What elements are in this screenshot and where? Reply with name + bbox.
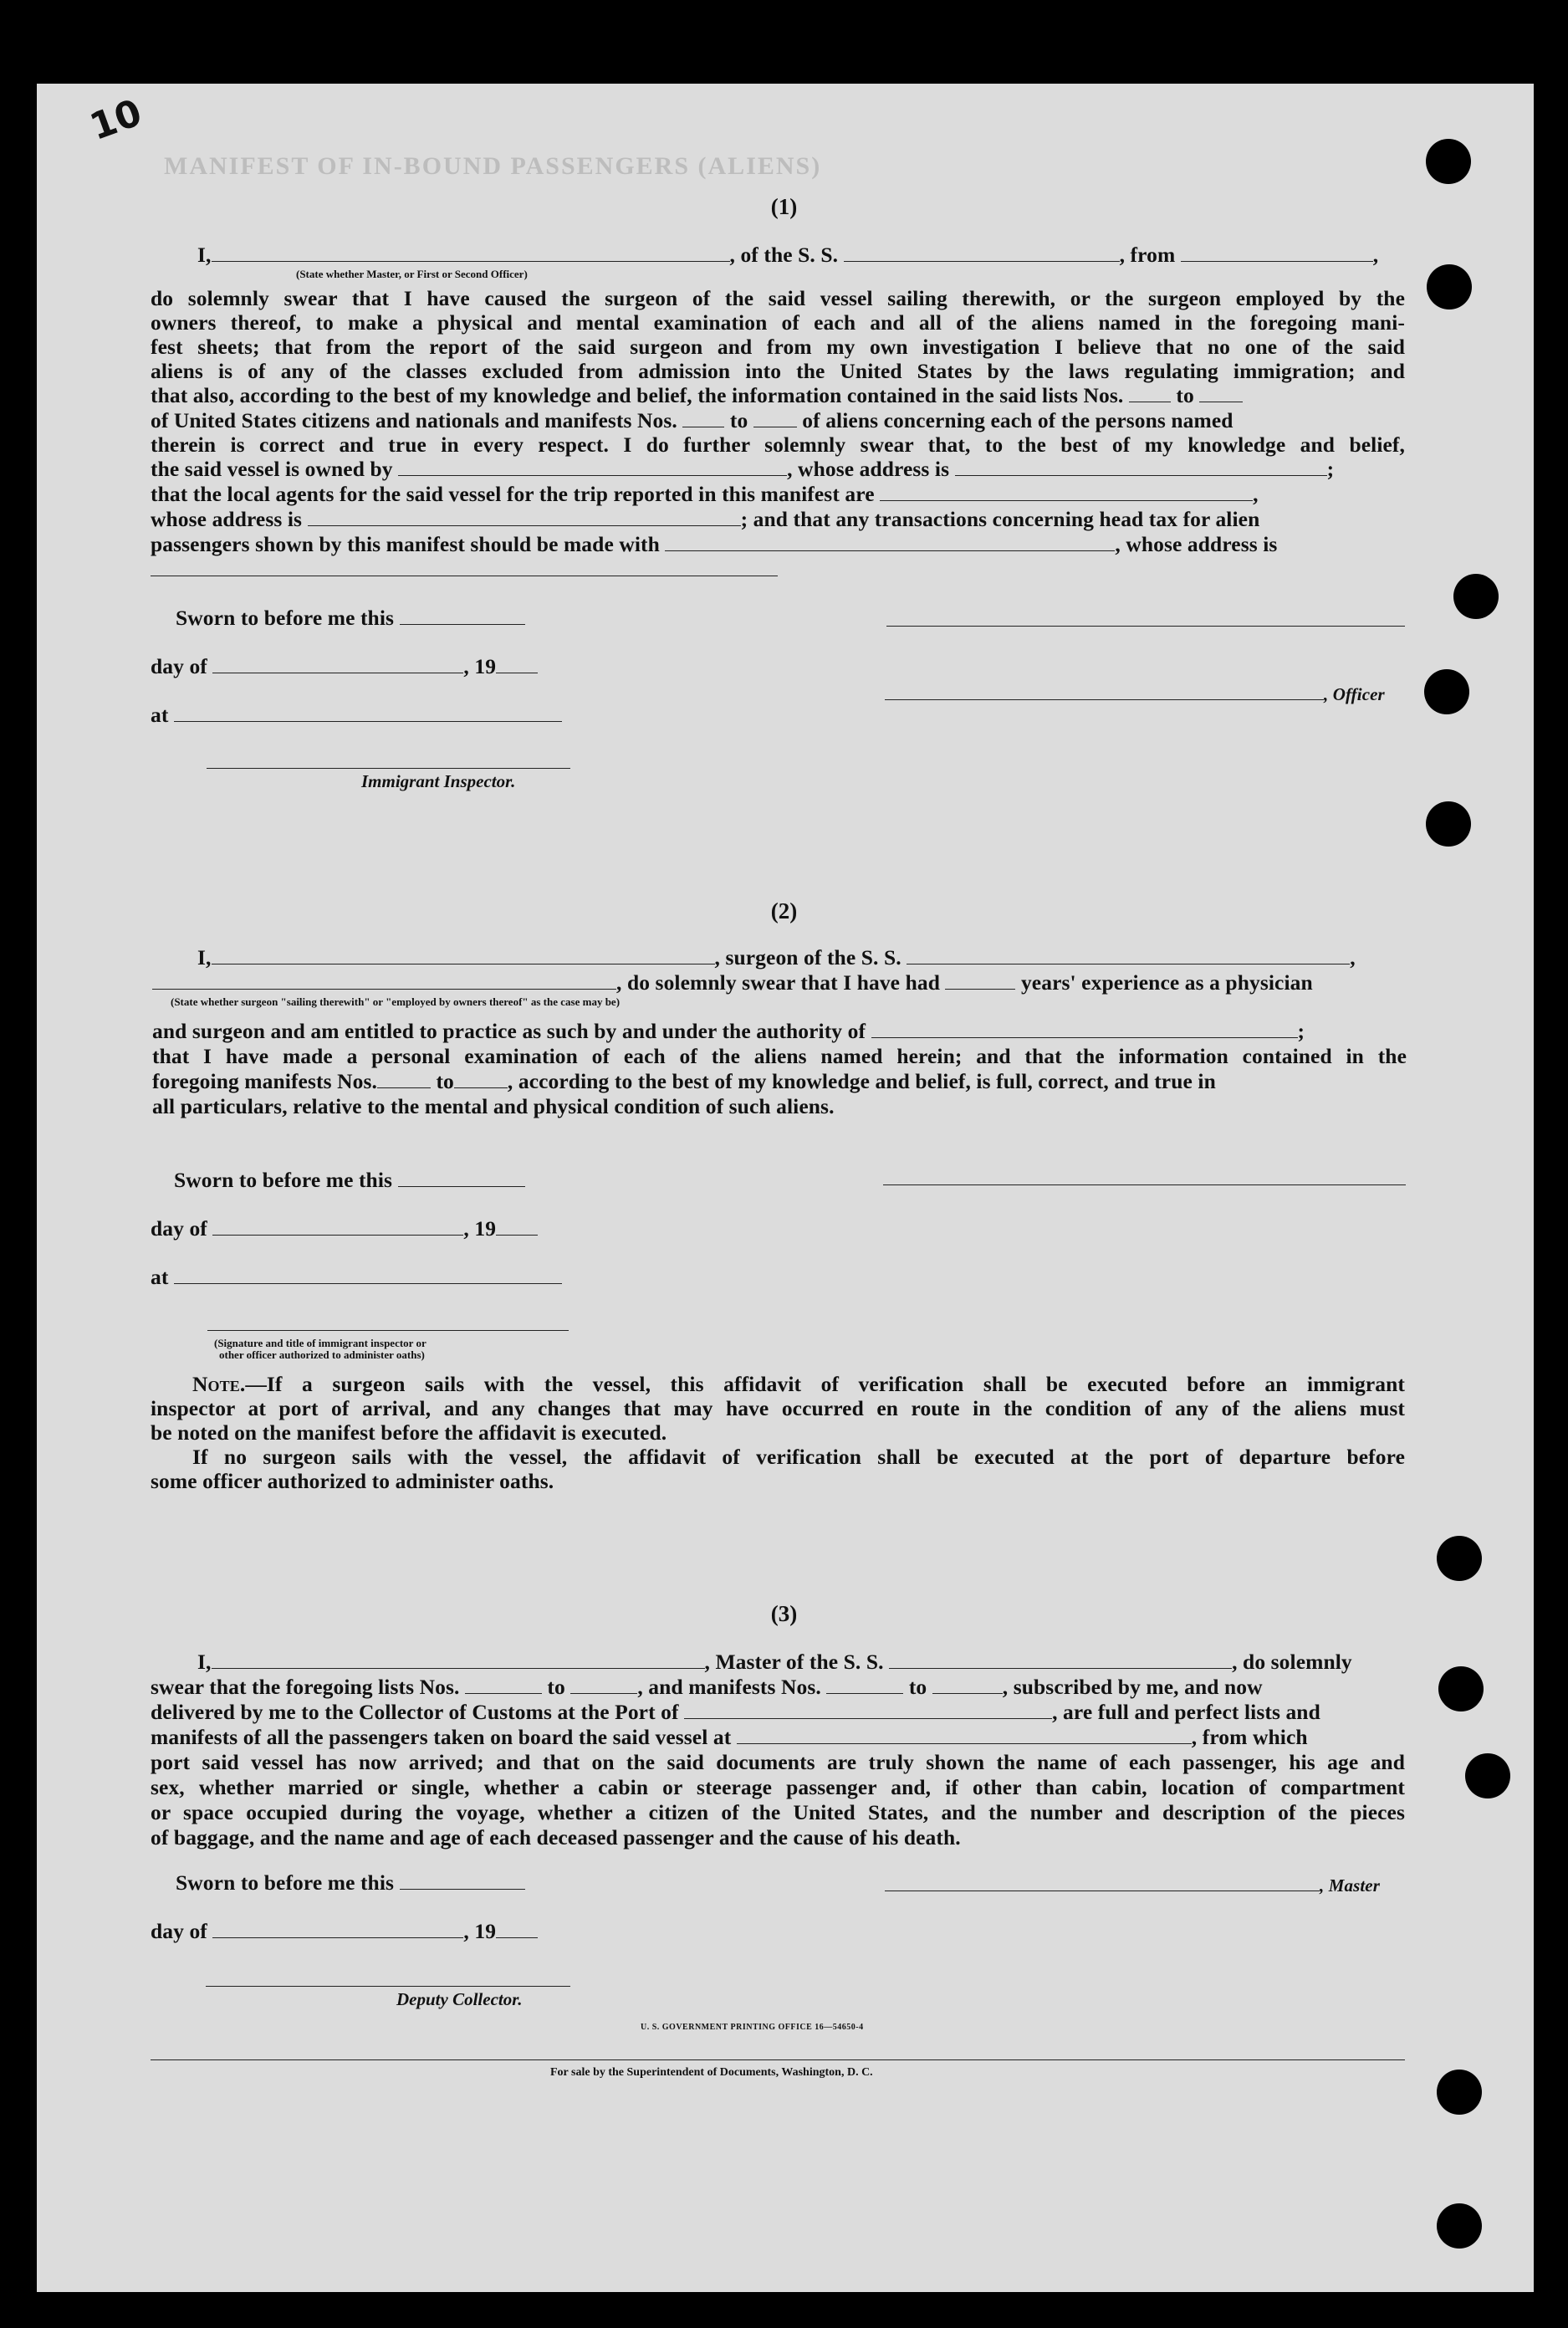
s2-sworn: Sworn to before me this [174,1168,525,1193]
s1-para-4: aliens is of any of the classes excluded from admission into the United States by the laws regulating immigration; and [151,359,1405,383]
section-1-title: (1) [770,194,798,219]
s1-line-passengers: passengers shown by this manifest should be made with , whose address is [151,532,1278,556]
s1-officer: , Officer [885,681,1385,706]
s3-line-4: manifests of all the passengers taken on board the said vessel at , from which [151,1725,1308,1749]
footer-text: For sale by the Superintendent of Documents, Washington, D. C. [550,2066,873,2079]
s1-inspector-line [207,768,570,769]
s1-line-correct: therein is correct and true in every respect. I do further solemnly swear that, to the best of my knowledge and belief, [151,432,1405,457]
s3-master: , Master [885,1872,1380,1897]
punch-hole [1437,2203,1482,2249]
s3-para-last: of baggage, and the name and age of each deceased passenger and the cause of his death. [151,1825,961,1850]
s1-line-citizens: of United States citizens and nationals and manifests Nos. to of aliens concerning each of the persons named [151,408,1233,432]
s3-collector-label: Deputy Collector. [396,1989,523,2009]
s2-note-4: If no surgeon sails with the vessel, the affidavit of verification shall be executed at the port of departure before [192,1445,1405,1469]
s2-at: at [151,1265,562,1290]
s2-line-2-caption: (State whether surgeon "sailing therewith" or "employed by owners thereof" as the case may be) [171,995,621,1008]
s1-line-1: I, , of the S. S. , from , [197,243,1379,267]
section-3-title: (3) [770,1601,798,1626]
s1-inspector-label: Immigrant Inspector. [361,771,516,791]
s2-note-3: be noted on the manifest before the affidavit is executed. [151,1420,667,1445]
s3-line-1: I, , Master of the S. S. , do solemnly [197,1650,1352,1674]
s2-line-6: all particulars, relative to the mental and physical condition of such aliens. [152,1094,835,1118]
s2-day-of: day of , 19 [151,1216,538,1241]
punch-hole [1427,264,1472,310]
s3-line-2: swear that the foregoing lists Nos. to , and manifests Nos. to , subscribed by me, and now [151,1675,1263,1699]
footer-rule [151,2059,1405,2060]
s2-sig-caption-2: other officer authorized to administer oaths) [219,1348,425,1361]
punch-hole [1437,1536,1482,1581]
s3-day-of: day of , 19 [151,1919,538,1944]
punch-hole [1426,139,1471,184]
s2-note-5: some officer authorized to administer oaths. [151,1469,554,1493]
s1-para-2: owners thereof, to make a physical and mental examination of each and all of the aliens named in the foregoing mani- [151,310,1405,335]
punch-hole [1465,1753,1510,1798]
punch-hole [1437,2070,1482,2115]
s3-line-3: delivered by me to the Collector of Customs at the Port of , are full and perfect lists and [151,1700,1320,1724]
s1-para-3: fest sheets; that from the report of the said surgeon and from my own investigation I believe that no one of the said [151,335,1405,359]
s2-line-2: , do solemnly swear that I have had years' experience as a physician [152,970,1313,995]
s1-line-address: whose address is ; and that any transactions concerning head tax for alien [151,507,1260,531]
handwritten-page-number: 10 [84,91,148,149]
s3-sworn: Sworn to before me this [176,1870,525,1896]
s3-para-2: sex, whether married or single, whether a cabin or steerage passenger and, if other than cabin, location of compartment [151,1775,1405,1799]
punch-hole [1424,669,1469,714]
s1-sworn: Sworn to before me this [176,606,525,631]
s1-line-agents: that the local agents for the said vessel for the trip reported in this manifest are , [151,482,1259,506]
s1-line-lists: that also, according to the best of my knowledge and belief, the information contained in the said lists Nos. to [151,383,1243,408]
printer-imprint: U. S. GOVERNMENT PRINTING OFFICE 16—54650-4 [641,2023,864,2032]
s1-para-1: do solemnly swear that I have caused the surgeon of the said vessel sailing therewith, or the surgeon employed by the [151,286,1405,310]
section-2-title: (2) [770,898,798,924]
s2-line-1: I, , surgeon of the S. S. , [197,945,1356,970]
bleed-through-header: MANIFEST OF IN-BOUND PASSENGERS (ALIENS) [164,152,822,180]
s1-officer-signature-line-1 [886,626,1405,627]
s2-note-1: Note.—If a surgeon sails with the vessel, this affidavit of verification shall be executed before an immigrant [192,1372,1405,1396]
s2-note-2: inspector at port of arrival, and any changes that may have occurred en route in the condition of any of the aliens must [151,1396,1405,1420]
s3-para-1: port said vessel has now arrived; and that on the said documents are truly shown the name of each passenger, his age and [151,1750,1405,1774]
s2-inspector-line [207,1330,569,1331]
s1-line-1-caption: (State whether Master, or First or Second Officer) [296,268,528,280]
s3-para-3: or space occupied during the voyage, whether a citizen of the United States, and the number and description of the pieces [151,1800,1405,1824]
s1-line-owned: the said vessel is owned by , whose address is ; [151,457,1335,481]
punch-hole [1426,801,1471,847]
s2-sig-caption-1: (Signature and title of immigrant inspector or [214,1337,426,1349]
s2-line-5: foregoing manifests Nos. to , according to the best of my knowledge and belief, is full, correct, and true in [152,1069,1216,1093]
s2-line-4: that I have made a personal examination of each of the aliens named herein; and that the information contained in the [152,1044,1407,1068]
s2-line-3: and surgeon and am entitled to practice as such by and under the authority of ; [152,1019,1305,1043]
s1-at: at [151,703,562,728]
s3-collector-line [206,1986,570,1987]
punch-hole [1453,574,1499,619]
s2-signature-line [883,1184,1406,1185]
s1-day-of: day of , 19 [151,654,538,679]
punch-hole [1438,1666,1484,1711]
